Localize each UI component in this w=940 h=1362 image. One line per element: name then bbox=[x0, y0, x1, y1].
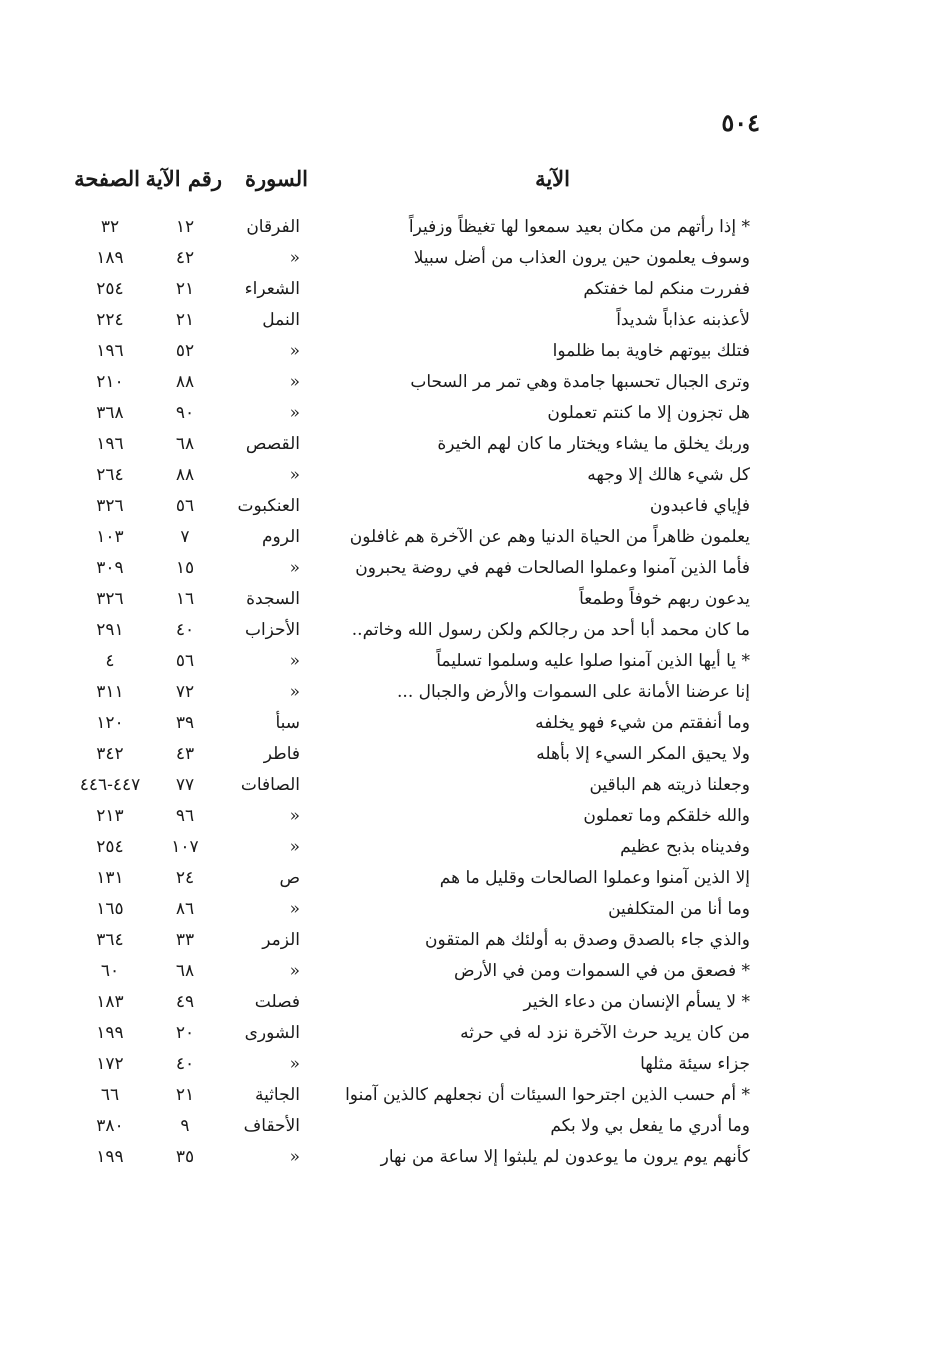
verse-number: ٦٨ bbox=[175, 434, 195, 454]
surah-name: فصلت bbox=[254, 992, 300, 1012]
verse-text: ولا يحيق المكر السيء إلا بأهله bbox=[536, 744, 750, 764]
surah-name: « bbox=[289, 465, 300, 485]
verse-text: هل تجزون إلا ما كنتم تعملون bbox=[547, 403, 750, 423]
table-row bbox=[70, 336, 770, 367]
verse-number: ٥٢ bbox=[175, 341, 195, 361]
surah-name: الشعراء bbox=[244, 279, 300, 299]
table-row bbox=[70, 708, 770, 739]
verse-text: كل شيء هالك إلا وجهه bbox=[587, 465, 750, 485]
table-row bbox=[70, 398, 770, 429]
verse-number: ٧ bbox=[180, 527, 190, 547]
page-reference: ٢١٣ bbox=[96, 806, 124, 826]
verse-text: * إذا رأتهم من مكان بعيد سمعوا لها تغيظاً وزفيراً bbox=[408, 217, 750, 237]
verse-number: ١٦ bbox=[175, 589, 195, 609]
page-reference: ١٩٦ bbox=[96, 341, 124, 361]
surah-name: « bbox=[289, 248, 300, 268]
surah-name: الفرقان bbox=[246, 217, 300, 237]
surah-name: « bbox=[289, 403, 300, 423]
table-row bbox=[70, 1142, 770, 1173]
surah-name: ص bbox=[279, 868, 300, 888]
surah-name: « bbox=[289, 961, 300, 981]
header-verse-number: رقم الآية bbox=[145, 166, 222, 191]
verse-text: وجعلنا ذريته هم الباقين bbox=[589, 775, 750, 795]
verse-number: ٢٠ bbox=[175, 1023, 195, 1043]
verse-number: ١٥ bbox=[175, 558, 195, 578]
surah-name: الأحقاف bbox=[243, 1116, 300, 1136]
surah-name: « bbox=[289, 341, 300, 361]
surah-name: الشورى bbox=[244, 1023, 300, 1043]
table-row bbox=[70, 615, 770, 646]
page-reference: ١٩٦ bbox=[96, 434, 124, 454]
table-row bbox=[70, 801, 770, 832]
page-reference: ٣٢ bbox=[100, 217, 120, 237]
verse-text: والله خلقكم وما تعملون bbox=[583, 806, 750, 826]
page-reference: ٣٢٦ bbox=[96, 589, 124, 609]
verse-number: ٣٥ bbox=[175, 1147, 195, 1167]
page-reference: ٤٤٧-٤٤٦ bbox=[79, 775, 141, 795]
verse-text: من كان يريد حرث الآخرة نزد له في حرثه bbox=[460, 1023, 750, 1043]
verse-text: * لا يسأم الإنسان من دعاء الخير bbox=[523, 992, 750, 1012]
page-reference: ٢٩١ bbox=[96, 620, 124, 640]
page-reference: ٦٦ bbox=[100, 1085, 120, 1105]
verse-text: * أم حسب الذين اجترحوا السيئات أن نجعلهم كالذين آمنوا bbox=[345, 1085, 750, 1105]
surah-name: « bbox=[289, 899, 300, 919]
verse-number: ٥٦ bbox=[175, 651, 195, 671]
surah-name: فاطر bbox=[263, 744, 300, 764]
verse-text: وفديناه بذبح عظيم bbox=[620, 837, 750, 857]
table-row bbox=[70, 739, 770, 770]
surah-name: الصافات bbox=[240, 775, 300, 795]
page-number: ٥٠٤ bbox=[721, 108, 760, 137]
surah-name: « bbox=[289, 651, 300, 671]
page-reference: ٦٠ bbox=[100, 961, 120, 981]
verse-number: ٤٠ bbox=[175, 1054, 195, 1074]
verse-number: ٢١ bbox=[175, 310, 195, 330]
page-reference: ٣٦٨ bbox=[96, 403, 124, 423]
table-header bbox=[70, 166, 770, 200]
verse-number: ٩ bbox=[180, 1116, 190, 1136]
verse-number: ٢١ bbox=[175, 279, 195, 299]
verse-text: ففررت منكم لما خفتكم bbox=[583, 279, 750, 299]
surah-name: « bbox=[289, 682, 300, 702]
page-reference: ١٢٠ bbox=[96, 713, 124, 733]
page-reference: ٢٦٤ bbox=[96, 465, 124, 485]
surah-name: الزمر bbox=[262, 930, 300, 950]
table-row bbox=[70, 429, 770, 460]
verse-number: ٤٢ bbox=[175, 248, 195, 268]
surah-name: « bbox=[289, 372, 300, 392]
surah-name: « bbox=[289, 558, 300, 578]
surah-name: السجدة bbox=[246, 589, 300, 609]
verse-number: ٩٠ bbox=[175, 403, 195, 423]
verse-text: والذي جاء بالصدق وصدق به أولئك هم المتقون bbox=[425, 930, 750, 950]
table-row bbox=[70, 894, 770, 925]
page-reference: ١٨٣ bbox=[96, 992, 124, 1012]
table-row bbox=[70, 460, 770, 491]
page-reference: ٢١٠ bbox=[96, 372, 124, 392]
verse-number: ٤٣ bbox=[175, 744, 195, 764]
surah-name: « bbox=[289, 1054, 300, 1074]
surah-name: العنكبوت bbox=[237, 496, 300, 516]
verse-text: وسوف يعلمون حين يرون العذاب من أضل سبيلا bbox=[413, 248, 750, 268]
page-reference: ١٩٩ bbox=[96, 1023, 124, 1043]
verse-text: لأعذبنه عذاباً شديداً bbox=[616, 310, 750, 330]
table-row bbox=[70, 553, 770, 584]
page-reference: ١٣١ bbox=[96, 868, 124, 888]
table-row bbox=[70, 646, 770, 677]
page-reference: ٢٥٤ bbox=[96, 279, 124, 299]
page-reference: ١٠٣ bbox=[96, 527, 124, 547]
verse-number: ٨٨ bbox=[175, 372, 195, 392]
verse-number: ٤٠ bbox=[175, 620, 195, 640]
surah-name: سبأ bbox=[275, 713, 300, 733]
table-row bbox=[70, 832, 770, 863]
verse-number: ٢٤ bbox=[175, 868, 195, 888]
page-reference: ٣٢٦ bbox=[96, 496, 124, 516]
verse-text: ما كان محمد أبا أحد من رجالكم ولكن رسول الله وخاتم.. bbox=[351, 620, 750, 640]
page-reference: ١٨٩ bbox=[96, 248, 124, 268]
page-reference: ٣٨٠ bbox=[96, 1116, 124, 1136]
verse-text: وما أنا من المتكلفين bbox=[608, 899, 750, 919]
table-row bbox=[70, 367, 770, 398]
verse-text: إلا الذين آمنوا وعملوا الصالحات وقليل ما هم bbox=[439, 868, 750, 888]
verse-number: ٧٢ bbox=[175, 682, 195, 702]
verse-text: فإياي فاعبدون bbox=[649, 496, 750, 516]
table-row bbox=[70, 491, 770, 522]
verse-number: ٦٨ bbox=[175, 961, 195, 981]
table-row bbox=[70, 1111, 770, 1142]
table-row bbox=[70, 863, 770, 894]
table-row bbox=[70, 770, 770, 801]
table-row bbox=[70, 956, 770, 987]
verse-number: ٩٦ bbox=[175, 806, 195, 826]
verse-text: إنا عرضنا الأمانة على السموات والأرض والجبال ... bbox=[397, 682, 750, 702]
verse-number: ٣٩ bbox=[175, 713, 195, 733]
surah-name: الجاثية bbox=[254, 1085, 300, 1105]
surah-name: « bbox=[289, 806, 300, 826]
verse-text: وترى الجبال تحسبها جامدة وهي تمر مر السحاب bbox=[410, 372, 750, 392]
verse-number: ٨٨ bbox=[175, 465, 195, 485]
verse-text: وما أنفقتم من شيء فهو يخلفه bbox=[535, 713, 750, 733]
page-reference: ١٦٥ bbox=[96, 899, 124, 919]
verse-text: وربك يخلق ما يشاء ويختار ما كان لهم الخيرة bbox=[437, 434, 750, 454]
page-reference: ٢٥٤ bbox=[96, 837, 124, 857]
page-reference: ١٩٩ bbox=[96, 1147, 124, 1167]
verse-number: ١٢ bbox=[175, 217, 195, 237]
verse-number: ٧٧ bbox=[175, 775, 195, 795]
surah-name: النمل bbox=[262, 310, 300, 330]
verse-text: وما أدري ما يفعل بي ولا بكم bbox=[550, 1116, 750, 1136]
table-row bbox=[70, 1080, 770, 1111]
page-reference: ٢٢٤ bbox=[96, 310, 124, 330]
table-row bbox=[70, 522, 770, 553]
surah-name: القصص bbox=[245, 434, 300, 454]
verse-number: ٥٦ bbox=[175, 496, 195, 516]
surah-name: الأحزاب bbox=[244, 620, 300, 640]
surah-name: الروم bbox=[261, 527, 300, 547]
table-row bbox=[70, 584, 770, 615]
page-reference: ٣٤٢ bbox=[96, 744, 124, 764]
page-reference: ٣٠٩ bbox=[96, 558, 124, 578]
verse-text: يعلمون ظاهراً من الحياة الدنيا وهم عن الآخرة هم غافلون bbox=[349, 527, 750, 547]
verse-text: يدعون ربهم خوفاً وطمعاً bbox=[579, 589, 750, 609]
verse-number: ٨٦ bbox=[175, 899, 195, 919]
table-row bbox=[70, 677, 770, 708]
verse-number: ٣٣ bbox=[175, 930, 195, 950]
page-reference: ٣٦٤ bbox=[96, 930, 124, 950]
surah-name: « bbox=[289, 1147, 300, 1167]
verse-number: ١٠٧ bbox=[171, 837, 199, 857]
surah-name: « bbox=[289, 837, 300, 857]
table-row bbox=[70, 243, 770, 274]
table-row bbox=[70, 987, 770, 1018]
header-surah: السورة bbox=[245, 166, 308, 191]
table-row bbox=[70, 305, 770, 336]
page-reference: ٤ bbox=[105, 651, 115, 671]
table-row bbox=[70, 274, 770, 305]
verse-number: ٢١ bbox=[175, 1085, 195, 1105]
header-verse: الآية bbox=[535, 166, 570, 191]
verse-text: جزاء سيئة مثلها bbox=[640, 1054, 750, 1074]
verse-text: * يا أيها الذين آمنوا صلوا عليه وسلموا تسليماً bbox=[436, 651, 750, 671]
verse-text: فأما الذين آمنوا وعملوا الصالحات فهم في روضة يحبرون bbox=[355, 558, 750, 578]
verse-text: فتلك بيوتهم خاوية بما ظلموا bbox=[552, 341, 750, 361]
page-reference: ١٧٢ bbox=[96, 1054, 124, 1074]
verse-index-table bbox=[70, 212, 770, 1173]
table-row bbox=[70, 212, 770, 243]
table-row bbox=[70, 1018, 770, 1049]
table-row bbox=[70, 1049, 770, 1080]
header-page: الصفحة bbox=[74, 166, 140, 191]
page-reference: ٣١١ bbox=[96, 682, 124, 702]
verse-number: ٤٩ bbox=[175, 992, 195, 1012]
verse-text: * فصعق من في السموات ومن في الأرض bbox=[453, 961, 750, 981]
table-row bbox=[70, 925, 770, 956]
verse-text: كأنهم يوم يرون ما يوعدون لم يلبثوا إلا ساعة من نهار bbox=[380, 1147, 750, 1167]
